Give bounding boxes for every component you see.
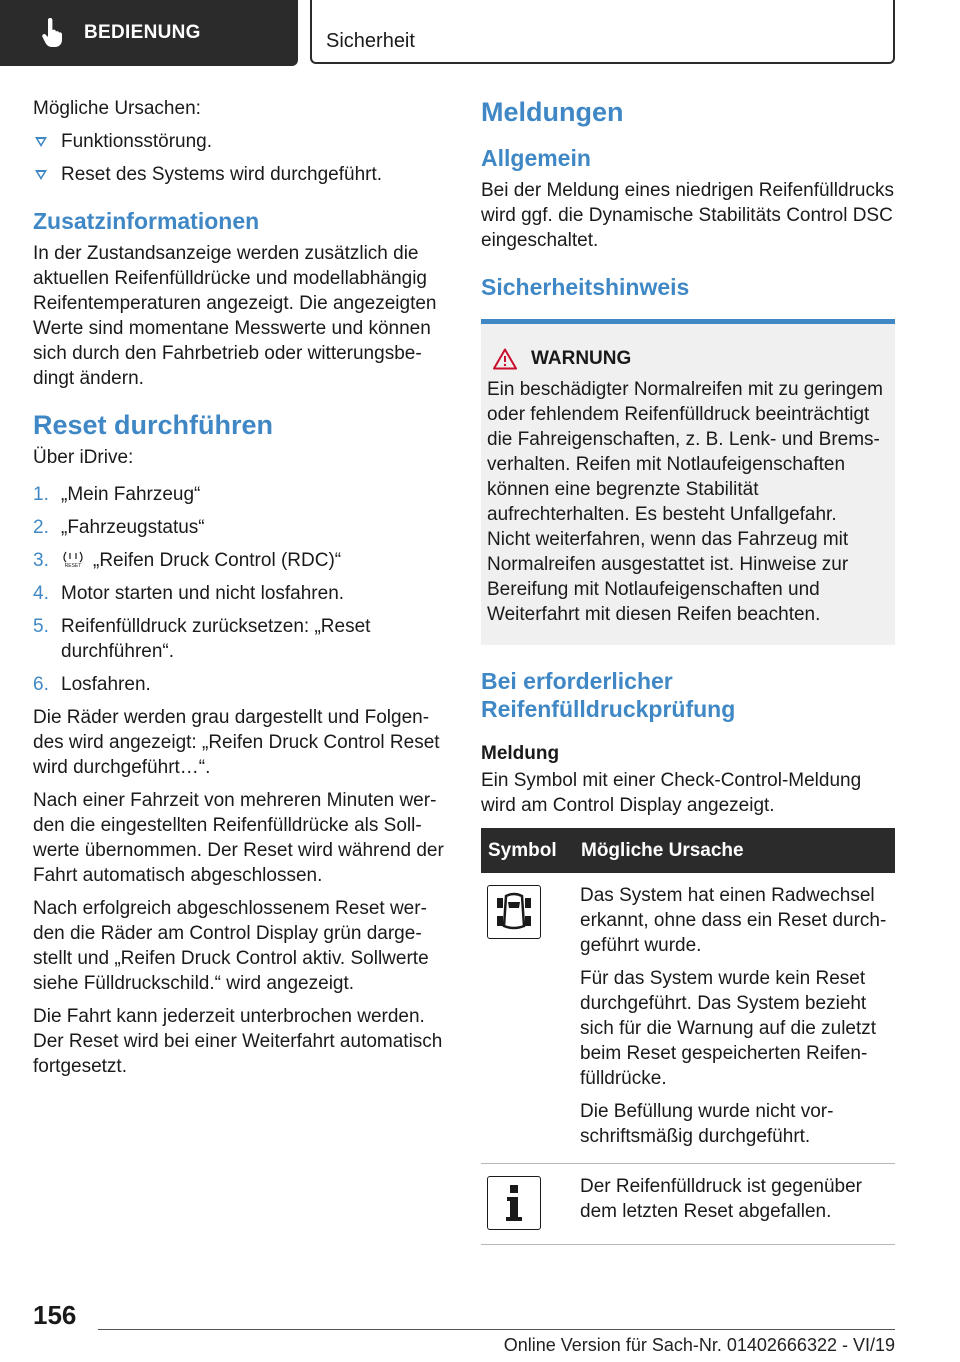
column-header-cause: Mögliche Ursache [574,828,895,873]
triangle-bullet-icon [35,170,47,180]
table-header-row [481,828,895,873]
paragraph: Die Räder werden grau dargestellt und Folgendes wird angezeigt: „Reifen Druck Control Reset wird durchgeführt…“. [33,707,440,778]
info-icon [487,1176,541,1230]
warning-title: WARNUNG [531,348,632,369]
allgemein-heading: Allgemein [481,145,591,171]
table-row [481,873,895,1164]
column-header-symbol: Symbol [481,828,574,873]
right-column [481,96,895,1245]
causes-intro: Mögliche Ursachen: [33,98,201,119]
list-item: Reset des Systems wird durchgeführt. [33,162,448,187]
left-column [33,96,448,1087]
meldung-text: Ein Symbol mit einer Check-Control-Meldung wird am Control Display angezeigt. [481,770,862,816]
chapter-label: BEDIENUNG [84,22,201,43]
list-item: Funktionsstörung. [33,129,448,154]
table-row [481,1164,895,1245]
list-item: 4. Motor starten und nicht losfahren. [33,583,345,604]
svg-text:RESET: RESET [64,563,82,568]
reset-steps [33,482,448,697]
section-header [310,0,895,64]
cause-cell: Das System hat einen Radwechsel erkannt, ohne dass ein Reset durchgeführt wurde. Für das System wurde kein Reset durchgeführt. Das System bezieht sich für die Warnung auf die zuletzt beim Reset gespeicherten Reifenfülldrücke. Die Befüllung wurde nicht vorschriftsmäßig durchgeführt. [574,873,895,1164]
chapter-tab [0,0,298,66]
symbol-cell [481,1164,574,1245]
warning-title-row [487,346,885,371]
zusatz-text: In der Zustandsanzeige werden zusätzlich die aktuellen Reifenfülldrücke und modellabhängig Reifentemperaturen angezeigt. Die angezeigten Werte sind momentane Messwerte und können sich durch den Fahrbetrieb oder witterungsbedingt ändern. [33,243,437,389]
page-number: 156 [33,1300,77,1330]
symbol-cell [481,873,574,1164]
warning-box [481,319,895,645]
sicherheit-heading: Sicherheitshinweis [481,274,690,300]
section-title: Sicherheit [326,30,415,52]
meldungen-heading: Meldungen [481,97,624,127]
symbol-table [481,828,895,1245]
list-item: 2. „Fahrzeugstatus“ [33,517,205,538]
list-item: 1. „Mein Fahrzeug“ [33,484,201,505]
paragraph: Die Fahrt kann jederzeit unterbrochen werden. Der Reset wird bei einer Weiterfahrt automatisch fortgesetzt. [33,1006,443,1077]
list-item: 6. Losfahren. [33,674,151,695]
car-wheels-icon [487,885,541,939]
triangle-bullet-icon [35,137,47,147]
zusatz-heading: Zusatzinformationen [33,208,260,234]
reset-intro: Über iDrive: [33,447,134,468]
meldung-subheading: Meldung [481,743,560,764]
pointing-hand-icon [42,18,64,48]
pruefung-heading: Bei erforderlicher Reifenfülldruckprüfung [481,668,736,722]
reset-heading: Reset durchführen [33,410,274,440]
footer-text: Online Version für Sach-Nr. 01402666322 - VI/19 [503,1335,895,1355]
rdc-reset-icon [61,550,85,568]
causes-list [33,129,448,187]
warning-triangle-icon [493,348,517,370]
allgemein-text: Bei der Meldung eines niedrigen Reifenfülldrucks wird ggf. die Dynamische Stabilitäts Control DSC eingeschaltet. [481,180,894,251]
paragraph: Nach erfolgreich abgeschlossenem Reset werden die Räder am Control Display grün dargestellt und „Reifen Druck Control aktiv. Sollwerte siehe Fülldruckschild.“ wird angezeigt. [33,898,429,994]
warning-text: Ein beschädigter Normalreifen mit zu geringem oder fehlendem Reifenfülldruck beeinträchtigt die Fahreigenschaften, z. B. Lenk- und Bremsverhalten. Reifen mit Notlaufeigenschaften können eine begrenzte Stabilität aufrechterhalten. Es besteht Unfallgefahr. Nicht weiterfahren, wenn das Fahrzeug mit Normalreifen ausgestattet ist. Hinweise zur Bereifung mit Notlaufeigenschaften und Weiterfahrt mit diesen Reifen beachten. [487,379,884,625]
paragraph: Nach einer Fahrzeit von mehreren Minuten werden die eingestellten Reifenfülldrücke als Sollwerte übernommen. Der Reset wird während der Fahrt automatisch abgeschlossen. [33,790,444,886]
list-item: 3. RESET „Reifen Druck Control (RDC)“ [33,550,342,571]
cause-cell: Der Reifenfülldruck ist gegenüber dem letzten Reset abgefallen. [574,1164,895,1245]
footer-divider [98,1329,895,1330]
list-item: 5. Reifenfülldruck zurücksetzen: „Reset durchführen“. [33,616,371,662]
